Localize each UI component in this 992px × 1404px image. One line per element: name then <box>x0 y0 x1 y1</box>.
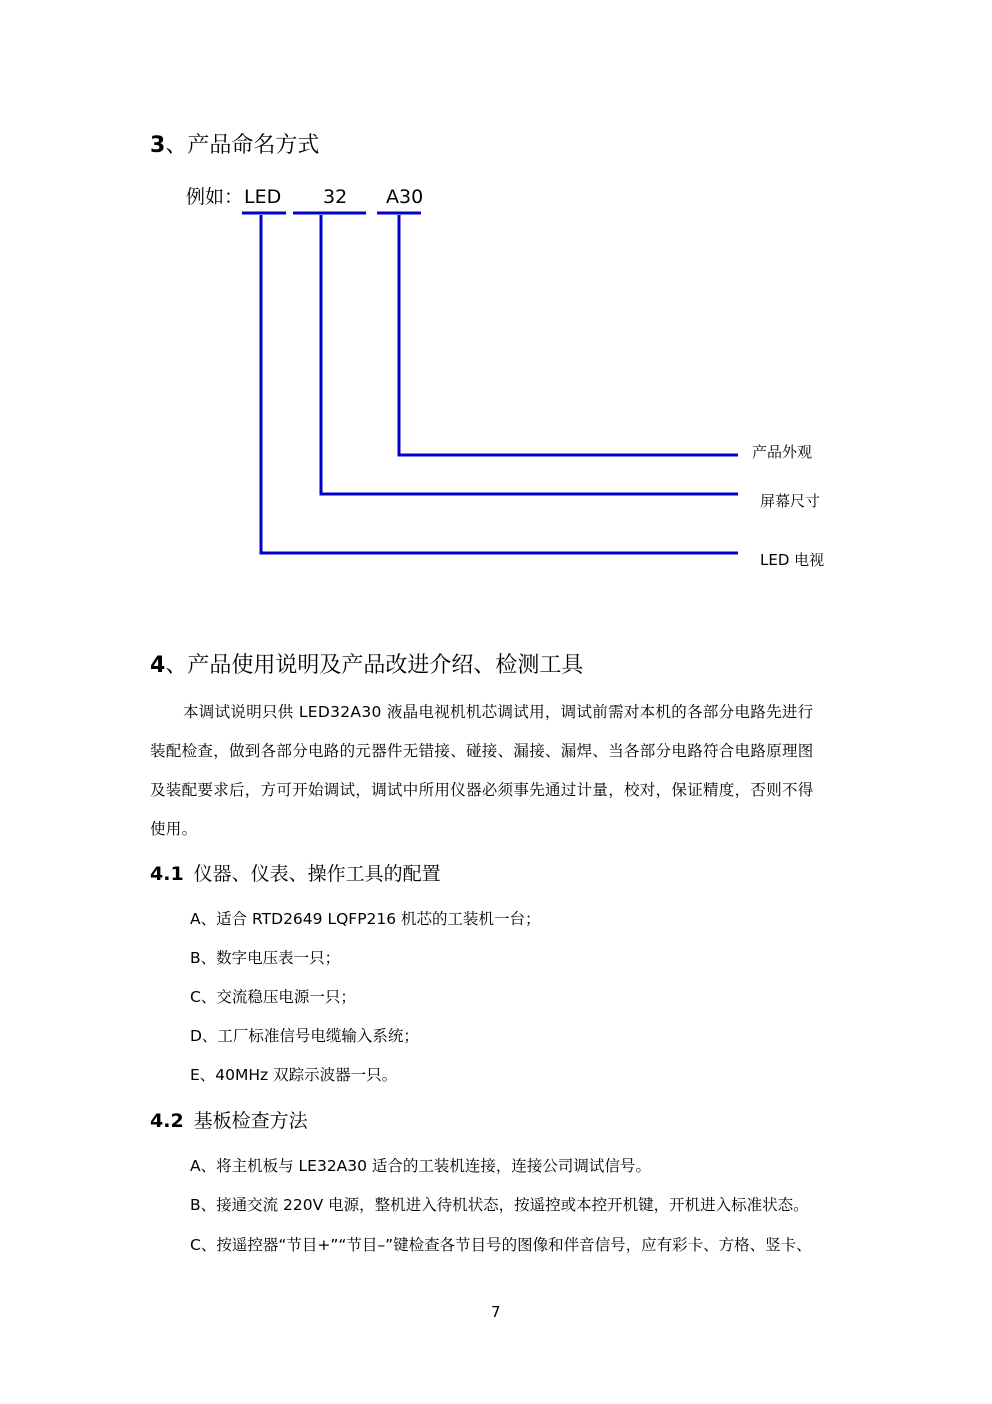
section-4-1-heading <box>150 862 441 886</box>
naming-segment-size: 32 <box>323 186 348 208</box>
connector-appearance <box>399 215 738 455</box>
section-4-2-number: 4.2 <box>150 1110 184 1132</box>
list-item: B、接通交流 220V 电源，整机进入待机状态，按遥控或本控开机键，开机进入标准状态。 <box>190 1196 809 1214</box>
paragraph-line: 本调试说明只供 LED32A30 液晶电视机机芯调试用，调试前需对本机的各部分电路先进行 <box>183 703 814 721</box>
section-4-title: 、产品使用说明及产品改进介绍、检测工具 <box>165 653 584 678</box>
legend-appearance: 产品外观 <box>752 443 813 461</box>
paragraph-line: 装配检查，做到各部分电路的元器件无错接、碰接、漏接、漏焊、当各部分电路符合电路原理图 <box>150 742 814 760</box>
connector-size <box>321 215 738 494</box>
section-3-title: 、产品命名方式 <box>165 133 320 158</box>
list-item: C、按遥控器“节目+”“节目–”键检查各节目号的图像和伴音信号，应有彩卡、方格、竖卡、 <box>190 1236 812 1254</box>
list-item: E、40MHz 双踪示波器一只。 <box>190 1066 398 1084</box>
legend-led-tv: LED 电视 <box>760 551 825 569</box>
section-3-number: 3 <box>150 133 166 158</box>
list-item: C、交流稳压电源一只； <box>190 988 356 1006</box>
list-item: B、数字电压表一只； <box>190 949 341 967</box>
naming-segment-appearance: A30 <box>386 186 424 208</box>
list-item: A、将主机板与 LE32A30 适合的工装机连接，连接公司调试信号。 <box>190 1157 651 1175</box>
naming-diagram <box>0 0 992 600</box>
paragraph-line: 及装配要求后，方可开始调试，调试中所用仪器必须事先通过计量，校对，保证精度，否则不得 <box>150 781 814 799</box>
section-4-1-number: 4.1 <box>150 863 184 885</box>
section-4-2-title: 基板检查方法 <box>193 1110 308 1132</box>
page-number: 7 <box>491 1303 501 1321</box>
naming-example-label: 例如： <box>186 186 244 208</box>
legend-screen-size: 屏幕尺寸 <box>760 492 821 510</box>
section-4-2-heading <box>150 1109 308 1133</box>
naming-segment-led: LED <box>244 186 282 208</box>
section-4-1-title: 仪器、仪表、操作工具的配置 <box>193 863 441 885</box>
section-4-number: 4 <box>150 653 166 678</box>
connector-led <box>261 215 738 553</box>
paragraph-line: 使用。 <box>150 820 198 838</box>
list-item: D、工厂标准信号电缆输入系统； <box>190 1027 419 1045</box>
list-item: A、适合 RTD2649 LQFP216 机芯的工装机一台； <box>190 910 541 928</box>
section-4-heading <box>150 652 583 680</box>
